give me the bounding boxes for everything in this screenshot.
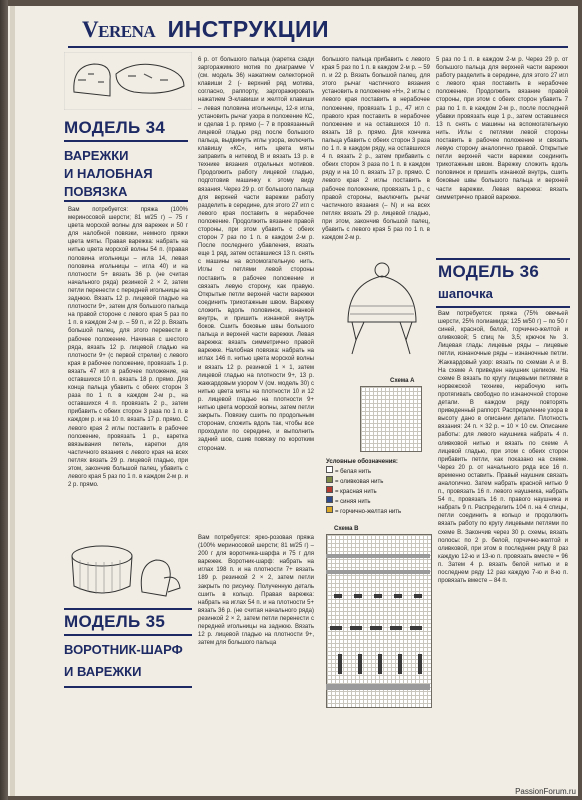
- legend-item: = белая нить: [326, 466, 430, 476]
- model-34-heading: [64, 118, 165, 138]
- page-header: [82, 16, 329, 43]
- model-34-rule: [64, 140, 188, 142]
- scheme-a-label: Схема А: [390, 378, 415, 384]
- model-35-continued-text: большого пальца прибавить с левого края 5 раз по 1 п. в каждом 2-м р. – 59 п. и 22 р. Вязать большой палец, для этого рычаг частичного вязания установить в положение «Н», 2 иглы с левого края поставить в нерабочее положение, провязать 1 р., 47 игл с правого края поставить в нерабочее положение и на оставшихся 10 п. вязать 18 р. прямо. Для кончика пальца убавить с обеих сторон 3 раза по 1 п. в каждом ряду, на оставшихся 4 п. вязать 2 р., затем прибавить с обеих сторон 3 раза по 1 п. в каждом ряду и на 10 п. вязать 17 р. прямо. С левого края 2 иглы поставить в рабочее положение, провязать 1 р., с правой стороны, выключить рычаг частичного вязания (– N) и на всех петлях вязать 29 р. лицевой гладью, при этом, закончив большой палец, убавить с левого края 5 раз по 1 п. в каждом 2-м р.: [322, 57, 430, 242]
- model-36-text: Вам потребуется: пряжа (75% овечьей шерсти, 25% полиамида; 125 м/50 г) – по 50 г синей, красной, белой, горчично-желтой и оливковой; 5 спиц № 3,5; крючок № 3. Лицевая гладь: лицевые ряды – лицевые петли, изнаночные ряды – изнаночные петли. Жаккардовый узор: вязать по схемам А и В. На схеме А приведен наушник целиком. На схеме В вязать по кругу лицевыми петлями в норвежской технике, нерабочую нить протягивать свободно по изнаночной стороне детали. В каждом ряду повторять приведенный раппорт. Распределение узора в высоту дано в описании детали. Плотность вязания: 24 п. × 32 р. = 10 × 10 см. Описание работы: для левого наушника набрать 4 п. оливковой нитью и вязать по схеме А лицевой гладью, при этом с обеих сторон прибавить петли, как показано на схеме. Через 20 р. от начального ряда все 16 п. временно оставить. Правый наушник связать аналогично. Затем набрать красной нитью 9 п., провязать 16 п. левого наушника, набрать 54 п., провязать 16 п. правого наушника и набрать 9 п. Распределить 104 п. на 4 спицы, петли соединить в кольцо и продолжить вязать работу по кругу лицевыми петлями по схеме В. Закончив через 30 р. схемы, вязать полосы: по 2 р. белой, горчично-желтой и оливковой, при этом в последнем ряду 8 раз каждую 12-ю и 13-ю п. провязать вместе = 96 п. Затем 4 р. вязать белой нитью и в последнем ряду 12 раз каждую 7-ю и 8-ю п. провязать вместе – 84 п.: [438, 311, 568, 585]
- model-34-number: МОДЕЛЬ 34: [64, 118, 166, 137]
- model-35-end-text: 5 раз по 1 п. в каждом 2-м р. Через 29 р. от большого пальца для верхней части варежки работу разделить в середине, для этого 27 игл с левого края поставить в нерабочее положение. Продолжить вязание правой стороны, при этом с обеих сторон убавить 7 раз по 1 п. в каждом 2-м р., после последней убавки провязать еще 1 р., затем оставшиеся 13 п. снять с машины на вспомогательную нить. Иглы с петлями левой стороны поставить в рабочее положение и связать левую сторону аналогично правой. Открытые петли верхней части варежки соединить трикотажным швом. Варежку сложить вдоль половинок и пришить изнанкой внутрь, сшить боковые швы большого пальца и верхней части варежки. Левая варежка: вязать симметрично правой варежке.: [436, 57, 568, 201]
- model-35-rule-bottom: [64, 686, 192, 688]
- scheme-b-label: Схема В: [334, 526, 359, 532]
- hat-illustration: [334, 258, 424, 358]
- model-35-title: ВОРОТНИК-ШАРФ И ВАРЕЖКИ: [64, 642, 183, 679]
- model-36-number: МОДЕЛЬ 36: [438, 262, 540, 281]
- model-34-continued-text: 6 р. от большого пальца (каретка сзади заргоражимого мотив по диаграмме V (см. модель 36) нажатием селекторной клавиши 2 (- верхний ряд мотива, согласно, раппорту, заргоражировать нажатием Э-клавиши и желтой клавиши – левая половина игольницы, 12-я игла, установить рычаг узора в положение КС, и сделав 1 р. прямо (– 7 в провязанный лицевой гладью ряд после большого пальца, выдвинуть иглы узора, включить клавишу «КС», нить цвета мяты заправить в нитевод В и вязать 13 р. в технике вязания отдельных мотивов. Продолжить работу лицевой гладью, подготовив машинку к этому виду вязания. Через 29 р. от большого пальца для верхней части варежки работу разделить в середине, для этого 27 игл с левого края поставить в нерабочее положение. Продолжить вязание правой стороны, при этом убавить с обеих сторон 7 раз по 1 п. в каждом 2-м р. После последнего убавления, вязать еще 1 ряд, затем оставшиеся 13 п. снять с машины на вспомогательную нить. Иглы с петлями левой стороны поставить в рабочее положение и связать левую сторону, как правую. Открытые петли верхней части варежки соединить трикотажным швом. Варежку сложить вдоль половинок, изнанкой внутрь, и пришить изнанкой внутрь боков. Сшить боковые швы большого пальца и верхней части варежки. Левая варежка: вязать симметрично правой варежке. Налобная повязка: набрать на иглах 146 п. нитью цвета морской волны и вязать 12 р. резинкой 1 × 1, затем лицевой гладью на плотности 9+, 13 р. жаккардовым узором V (см. модель 30) с нитью цвета мяты на плотности 10 и 12 р. лицевой гладью на плотности 9+ нитью цвета морской волны, затем петли закрыть. Повязку сшить по продольным сторонам, сложить вдоль так, чтобы все проходили по середине, и выполнить задний шов, сшив повязку по коротким сторонам.: [198, 57, 314, 452]
- page-title: ИНСТРУКЦИИ: [167, 16, 330, 42]
- watermark: PassionForum.ru: [515, 787, 576, 796]
- mittens-headband-illustration: [64, 52, 192, 110]
- model-35-rule-top: [64, 608, 192, 610]
- model-35-number: МОДЕЛЬ 35: [64, 612, 166, 631]
- model-35-rule: [64, 634, 192, 636]
- model-36-name: шапочка: [438, 286, 493, 301]
- legend-title: Условные обозначения:: [326, 459, 398, 465]
- scheme-b-pattern: [326, 534, 430, 706]
- magazine-page: [8, 6, 578, 796]
- legend-item: = красная нить: [326, 486, 430, 496]
- binding-edge: [10, 6, 15, 796]
- brand-logo: VERENA: [82, 17, 156, 42]
- model-34-text: Вам потребуется: пряжа (100% мериносовой шерсти; 81 м/25 г) – 75 г цвета морской волны для варежек и 50 г для налобной повязки, немного пряжи цвета мяты. Правая варежка: набрать на нитью цвета морской волны 54 п. (правая половина игольницы – игла 14, левая половина игольницы – игла 40) и на плотности 5+ вязать 36 р. (не считая начального ряда) резинкой 2 × 2, затем петли перенести с передней игольницы на заднюю. Вязать 12 р. лицевой гладью на плотности 9+, затем для большого пальца на правой стороне с левого края 5 раз по 1 п. в каждом 2-м р. – 59 п., и 22 р. Вязать большой палец, для этого перевести в рабочее положение. Начиная с шестого ряда, вязать 12 р. лицевой гладью на плотности 9+ (с первой стрелки) с левого края в рабочее положение, провязать 1 р. вязать 47 игл в рабочее положение, на оставшихся 10 п. вязать 18 р. прямо. Для конца пальца убавить с обеих сторон 3 раза по 1 п. в каждом 2-м р., на оставшихся 4 п. провязать 2 р., затем прибавить с обеих сторон 3 раза по 1 п. в каждом р. и на 10 п. вязать 17 р. прямо. С левого края 2 иглы поставить в рабочее положение, провязать 1 р., каретка ввязывания петель, каретки для частичного вязания с левого края на всех петлях вязать 29 р. лицевой гладью, при этом, закончив большой палец, убавить с левого края 5 раз по 1 п. в каждом 2-м р. и 2 р. прямо.: [68, 207, 188, 489]
- legend-item: = оливковая нить: [326, 476, 430, 486]
- scarf-mittens-illustration: [64, 534, 190, 604]
- model-34-rule-bottom: [64, 200, 188, 202]
- page-edge: [0, 0, 8, 800]
- header-rule: [68, 46, 568, 48]
- legend-item: = горчично-желтая нить: [326, 506, 430, 516]
- model-35-heading: [64, 612, 165, 632]
- model-36-rule-bottom: [436, 306, 570, 308]
- model-36-heading: [438, 262, 539, 302]
- model-34-title: ВАРЕЖКИ И НАЛОБНАЯ ПОВЯЗКА: [64, 148, 153, 199]
- scheme-a-grid: [360, 386, 422, 452]
- model-35-text: Вам потребуется: ярко-розовая пряжа (100% мериносовой шерсти; 81 м/25 г) – 200 г для воротника-шарфа и 75 г для варежек. Воротник-шарф: набрать на иглах 198 п. и на плотности 7+ вязать 189 р. резинкой 2 × 2, затем петли закрыть по рисунку. Полученную деталь сшить в кольцо. Правая варежка: набрать на иглах 54 п. и на плотности 5+ вязать 36 р. (не считая начального ряда) резинкой 2 × 2, затем петли перенести с передней игольницы на заднюю. Вязать 12 р. лицевой гладью на плотности 9+, затем для большого пальца: [198, 535, 314, 647]
- model-36-rule-top: [436, 258, 570, 260]
- legend: [326, 458, 430, 516]
- legend-item: = синяя нить: [326, 496, 430, 506]
